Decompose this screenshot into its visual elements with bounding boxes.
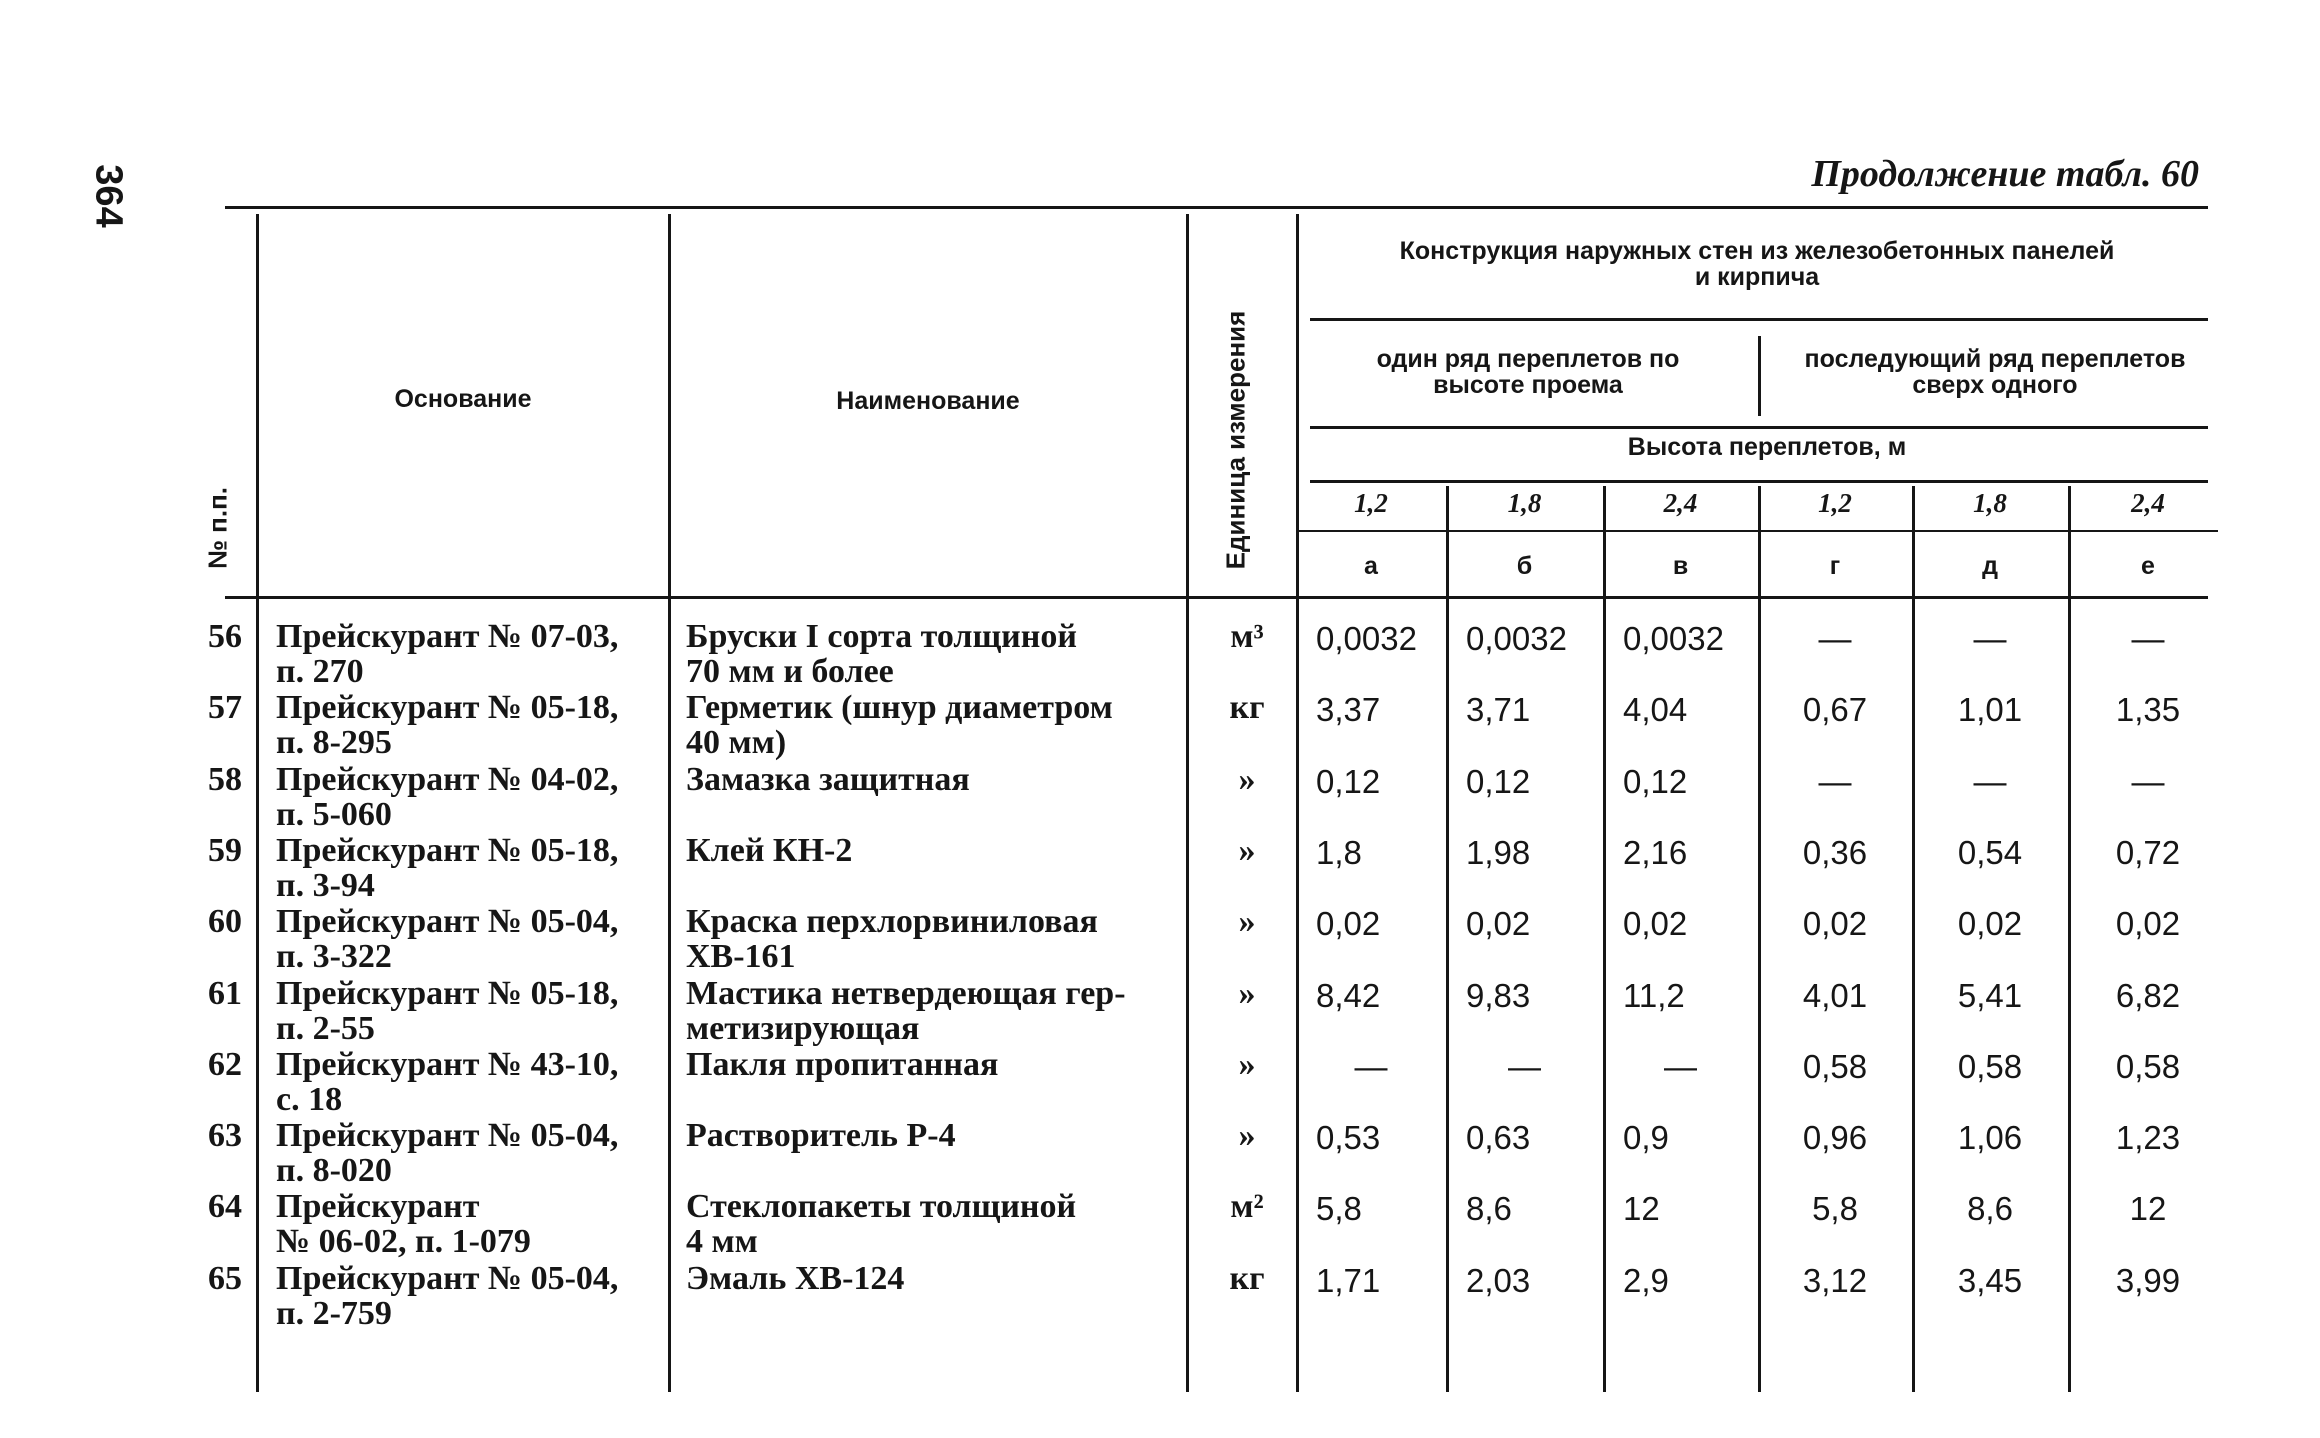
cell-value: 2,9 xyxy=(1623,1261,1669,1299)
column-letter: е xyxy=(2141,552,2155,580)
basis-line1: Прейскурант № 05-18, xyxy=(276,974,619,1012)
col-header-name: Наименование xyxy=(836,387,1020,415)
table-continuation-caption: Продолжение табл. 60 xyxy=(1811,153,2199,195)
height-value: 1,8 xyxy=(1507,488,1542,518)
cell-value: 0,02 xyxy=(2115,905,2181,943)
cell-value: 1,98 xyxy=(1466,833,1531,871)
basis-line1: Прейскурант № 05-04, xyxy=(276,1117,619,1155)
height-value: 1,2 xyxy=(1818,488,1852,518)
column-letter: а xyxy=(1364,552,1378,580)
name-line1: Пакля пропитанная xyxy=(686,1045,999,1083)
unit-value: м³ xyxy=(1230,618,1264,655)
row-number: 56 xyxy=(208,618,242,655)
name-line2: метизирующая xyxy=(686,1009,920,1047)
basis-line2: п. 270 xyxy=(276,653,364,690)
cell-value: 3,45 xyxy=(1957,1261,2023,1299)
cell-value: 2,16 xyxy=(1623,833,1688,871)
subgroup-a-line1: один ряд переплетов по xyxy=(1376,345,1680,373)
cell-value: 5,41 xyxy=(1957,976,2023,1014)
cell-value: 0,72 xyxy=(2115,833,2181,871)
cell-value: 0,02 xyxy=(1466,905,1531,943)
name-line1: Растворитель Р-4 xyxy=(686,1117,956,1155)
name-line2: 70 мм и более xyxy=(686,653,894,690)
height-label: Высота переплетов, м xyxy=(1627,433,1907,461)
cell-value: — xyxy=(1818,762,1852,800)
header-rule-heights xyxy=(1310,480,2208,483)
cell-value: 0,58 xyxy=(2115,1047,2181,1085)
cell-value: 0,63 xyxy=(1466,1119,1531,1157)
header-bottom-rule xyxy=(225,596,2208,599)
cell-value: 1,35 xyxy=(2115,691,2181,729)
page-number: 364 xyxy=(87,164,130,228)
header-rule-subgroup xyxy=(1310,426,2208,429)
unit-value: » xyxy=(1238,1117,1256,1155)
row-number: 60 xyxy=(208,903,242,941)
unit-value: » xyxy=(1238,760,1256,798)
basis-line2: п. 3-94 xyxy=(276,866,375,904)
col-header-unit: Единица измерения xyxy=(1220,310,1251,570)
unit-value: » xyxy=(1238,831,1256,869)
cell-value: 0,67 xyxy=(1802,691,1868,729)
cell-value: 1,06 xyxy=(1957,1119,2023,1157)
cell-value: 0,58 xyxy=(1802,1047,1868,1085)
cell-value: 2,03 xyxy=(1466,1261,1531,1299)
col-rule-basis xyxy=(668,214,671,1392)
cell-value: 8,42 xyxy=(1316,976,1381,1014)
cell-value: 0,12 xyxy=(1466,762,1531,800)
name-line1: Стеклопакеты толщиной xyxy=(686,1190,1077,1225)
basis-line2: п. 8-295 xyxy=(276,724,392,762)
col-header-num: № п.п. xyxy=(202,486,233,570)
cell-value: — xyxy=(1354,1047,1388,1085)
name-line2: ХВ-161 xyxy=(686,938,796,976)
cell-value: 9,83 xyxy=(1466,976,1531,1014)
basis-line2: п. 2-759 xyxy=(276,1294,392,1332)
unit-value: кг xyxy=(1229,689,1265,727)
cell-value: — xyxy=(1973,620,2007,657)
name-line1: Клей КН-2 xyxy=(686,831,853,869)
cell-value: 0,96 xyxy=(1802,1119,1868,1157)
cell-value: 0,12 xyxy=(1623,762,1688,800)
basis-line2: № 06-02, п. 1-079 xyxy=(276,1223,531,1261)
cell-value: 6,82 xyxy=(2115,976,2181,1014)
column-letter: в xyxy=(1672,552,1689,580)
subgroup-b-line2: сверх одного xyxy=(1912,371,2078,399)
col-rule-unit xyxy=(1296,214,1299,1392)
name-line1: Мастика нетвердеющая гер- xyxy=(686,976,1126,1011)
basis-line2: п. 5-060 xyxy=(276,795,392,833)
name-line1: Герметик (шнур диаметром xyxy=(686,691,1113,726)
cell-value: — xyxy=(2131,762,2165,800)
cell-value: 3,37 xyxy=(1316,691,1381,729)
row-number: 59 xyxy=(208,831,242,869)
cell-value: — xyxy=(1664,1047,1697,1085)
value-col-rule-1 xyxy=(1446,486,1449,1392)
cell-value: — xyxy=(2131,620,2165,657)
table-top-rule xyxy=(225,206,2208,209)
basis-line1: Прейскурант № 43-10, xyxy=(276,1045,619,1083)
value-col-rule-2 xyxy=(1603,486,1606,1392)
row-number: 57 xyxy=(208,689,242,727)
basis-line1: Прейскурант № 05-04, xyxy=(276,1259,619,1297)
cell-value: 0,02 xyxy=(1802,905,1868,943)
basis-line1: Прейскурант № 05-18, xyxy=(276,831,619,869)
height-value: 1,2 xyxy=(1354,488,1388,518)
name-line1: Эмаль ХВ-124 xyxy=(686,1259,905,1297)
cell-value: 3,71 xyxy=(1466,691,1531,729)
column-letter: б xyxy=(1516,552,1533,580)
cell-value: 0,0032 xyxy=(1466,620,1567,657)
cell-value: 12 xyxy=(2129,1190,2167,1228)
cell-value: — xyxy=(1818,620,1852,657)
name-line1: Краска перхлорвиниловая xyxy=(686,905,1098,940)
unit-value: кг xyxy=(1229,1259,1265,1297)
basis-line1: Прейскурант № 04-02, xyxy=(276,760,619,798)
name-line1: Бруски I сорта толщиной xyxy=(686,620,1077,654)
cell-value: 8,6 xyxy=(1967,1190,2013,1228)
cell-value: 4,01 xyxy=(1802,976,1868,1014)
unit-value: » xyxy=(1238,1045,1256,1083)
cell-value: 1,8 xyxy=(1316,833,1362,871)
basis-line2: п. 8-020 xyxy=(276,1152,392,1190)
cell-value: — xyxy=(1508,1047,1541,1085)
cell-value: 11,2 xyxy=(1623,976,1685,1014)
group-title-line2: и кирпича xyxy=(1694,263,1820,291)
row-number: 64 xyxy=(208,1188,242,1226)
unit-value: м² xyxy=(1230,1188,1264,1226)
group-title-line1: Конструкция наружных стен из железобетонных панелей xyxy=(1399,237,2115,265)
name-line2: 4 мм xyxy=(686,1223,758,1261)
unit-value: » xyxy=(1238,974,1256,1012)
basis-line2: п. 2-55 xyxy=(276,1009,375,1047)
cell-value: 0,54 xyxy=(1957,833,2023,871)
cell-value: 0,02 xyxy=(1623,905,1688,943)
cell-value: 0,0032 xyxy=(1316,620,1417,657)
basis-line1: Прейскурант № 05-04, xyxy=(276,903,619,941)
basis-line1: Прейскурант № 05-18, xyxy=(276,689,619,727)
cell-value: 1,01 xyxy=(1957,691,2023,729)
cell-value: 5,8 xyxy=(1316,1190,1362,1228)
cell-value: 0,02 xyxy=(1316,905,1381,943)
subgroup-a-line2: высоте проема xyxy=(1433,371,1623,399)
basis-line2: с. 18 xyxy=(276,1080,343,1118)
cell-value: 12 xyxy=(1623,1190,1660,1228)
cell-value: 3,12 xyxy=(1802,1261,1868,1299)
cell-value: 5,8 xyxy=(1812,1190,1858,1228)
name-line1: Замазка защитная xyxy=(686,760,970,798)
cell-value: 8,6 xyxy=(1466,1190,1512,1228)
basis-line2: п. 3-322 xyxy=(276,938,392,976)
row-number: 61 xyxy=(208,974,242,1012)
cell-value: 0,0032 xyxy=(1623,620,1724,657)
row-number: 62 xyxy=(208,1045,242,1083)
cell-value: 0,12 xyxy=(1316,762,1381,800)
height-value: 1,8 xyxy=(1973,488,2007,518)
cell-value: 0,36 xyxy=(1802,833,1868,871)
col-rule-name xyxy=(1186,214,1189,1392)
basis-line1: Прейскурант № 07-03, xyxy=(276,618,619,655)
header-rule-letters xyxy=(1296,530,2218,532)
subgroup-b-line1: последующий ряд переплетов xyxy=(1804,345,2186,373)
height-value: 2,4 xyxy=(1663,488,1698,518)
cell-value: 0,02 xyxy=(1957,905,2023,943)
cell-value: 1,23 xyxy=(2115,1119,2181,1157)
cell-value: 4,04 xyxy=(1623,691,1688,729)
column-letter: д xyxy=(1982,552,1998,580)
cell-value: 1,71 xyxy=(1316,1261,1381,1299)
cell-value: — xyxy=(1973,762,2007,800)
cell-value: 0,53 xyxy=(1316,1119,1381,1157)
column-letter: г xyxy=(1829,552,1841,580)
unit-value: » xyxy=(1238,903,1256,941)
basis-line1: Прейскурант xyxy=(276,1188,480,1226)
height-value: 2,4 xyxy=(2131,488,2165,518)
name-line2: 40 мм) xyxy=(686,724,787,762)
col-header-basis: Основание xyxy=(394,385,532,413)
cell-value: 0,9 xyxy=(1623,1119,1669,1157)
cell-value: 0,58 xyxy=(1957,1047,2023,1085)
row-number: 65 xyxy=(208,1259,242,1297)
row-number: 58 xyxy=(208,760,242,798)
cell-value: 3,99 xyxy=(2115,1261,2181,1299)
row-number: 63 xyxy=(208,1117,242,1155)
header-rule-group xyxy=(1310,318,2208,321)
